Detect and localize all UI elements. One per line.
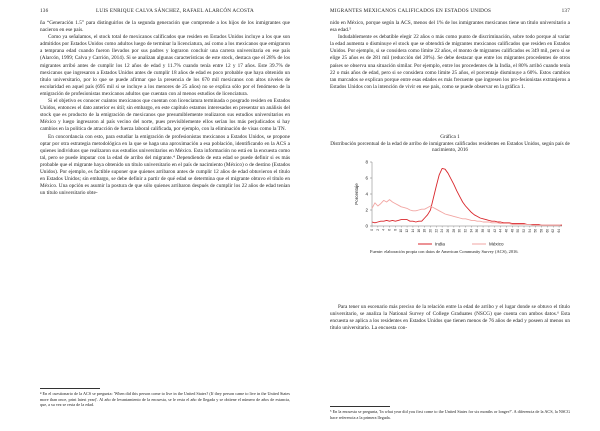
chart-source: Fuente: elaboración propia con datos de American Community Survey (ACS), 2016. — [370, 248, 519, 254]
y-tick-label: 0 — [365, 223, 368, 229]
y-tick-label: 4 — [365, 191, 368, 197]
paragraph: Para tener un escenario más preciso de la relación entre la edad de arribo y el lugar donde se obtuvo el título universitario, se analiza la National Survey of College Graduates (NSCG) que cuenta con ambos datos.⁶ Esta encuesta se aplica a los residentes en Estados Unidos que tienen menos de 76 años de edad y poseen al menos un título universitario. La encuesta con- — [330, 304, 570, 332]
y-axis-label: Porcentaje — [354, 183, 359, 205]
body-text — [330, 20, 570, 91]
x-tick-label: 28 — [451, 228, 456, 233]
line-chart — [330, 156, 570, 248]
x-tick-label: 50 — [516, 228, 521, 233]
x-tick-label: 60 — [545, 228, 550, 233]
x-tick-label: 36 — [475, 228, 480, 233]
x-tick-label: 18 — [422, 228, 427, 233]
legend-label: México — [489, 241, 504, 247]
x-tick-label: 46 — [504, 228, 509, 233]
y-tick-label: 6 — [365, 175, 368, 181]
x-tick-label: 54 — [527, 228, 532, 233]
chart-figure — [330, 134, 570, 254]
x-tick-label: 16 — [416, 228, 421, 233]
running-head: MIGRANTES MEXICANOS CALIFICADOS EN ESTADOS UNIDOS — [330, 8, 492, 14]
legend-label: India — [435, 241, 445, 247]
y-tick-label: 8 — [365, 159, 368, 165]
x-tick-label: 30 — [457, 228, 462, 233]
x-tick-label: 48 — [510, 228, 515, 233]
footnote-rule — [40, 388, 100, 389]
x-tick-label: 52 — [522, 228, 526, 233]
x-tick-label: 42 — [492, 228, 497, 233]
footnote: ⁵ En la encuesta se pregunta, 'In what year did you first come to the United States for six months or longer?'. A diferencia de la ACS, la NSCG hace referencia a la primera llegada. — [330, 409, 570, 420]
x-tick-label: 58 — [539, 228, 544, 233]
x-tick-label: 56 — [533, 228, 538, 233]
y-tick-label: 2 — [365, 207, 368, 213]
footnotes — [40, 388, 290, 408]
x-tick-label: 64 — [557, 228, 562, 233]
x-tick-label: 12 — [405, 228, 410, 233]
x-tick-label: 26 — [446, 228, 450, 233]
chart-label: Gráfica 1 — [440, 134, 460, 140]
paragraph: ña “Generación 1.5” para distinguirlos de la segunda generación que comprende a los hijos de los inmigrantes que nacieron en ese país. — [40, 20, 290, 34]
chart-title: Distribución porcentual de la edad de arribo de inmigrantes calificados residentes en Estados Unidos, según país de nacimiento, 2016 — [330, 140, 570, 154]
x-tick-label: 32 — [463, 228, 468, 233]
x-tick-label: 34 — [469, 228, 474, 233]
series-line-india — [372, 168, 562, 225]
x-tick-label: 40 — [486, 228, 491, 233]
x-tick-label: 4 — [381, 228, 386, 231]
x-tick-label: 22 — [434, 228, 439, 233]
x-tick-label: 20 — [428, 228, 433, 233]
paragraph: Como ya señalamos, el stock total de mexicanos calificados que residen en Estados Unidos incluye a los que son admitidos por Estados Unidos como adultos luego de terminar la licenciatura, así como a los mexicanos que emigraron a temprana edad cuando fueron llevados por sus padres y lograron concluir una carrera universitaria en ese país (Alarcón, 1999; Calva y Carrión, 2014). Si se analizan algunas características de este stock, destaca que el 28% de los migrantes arribó antes de cumplir los 12 años de edad y 11.7% cuando tenía entre 12 y 17 años. Este 39.7% de mexicanos que ingresaron a Estados Unidos antes de cumplir 18 años de edad es poco probable que haya obtenido un título universitario, por lo que se puede afirmar que la presencia de los 670 mil mexicanos con altos niveles de escolaridad en aquel país (695 mil si se incluye a los menores de 25 años) no se explica sólo por el fenómeno de la emigración de profesionistas mexicanos adultos que cuentan con al menos estudios de licenciatura. — [40, 34, 290, 97]
series-line-mxico — [372, 199, 562, 225]
x-tick-label: 24 — [440, 228, 445, 233]
page-number: 136 — [40, 8, 49, 14]
running-head: LUIS ENRIQUE CALVA SÁNCHEZ, RAFAEL ALARCÓN ACOSTA — [96, 8, 254, 14]
page-number: 137 — [561, 8, 570, 14]
x-tick-label: 10 — [399, 228, 404, 233]
x-tick-label: 62 — [551, 228, 556, 233]
paragraph: En concordancia con esto, para estudiar la emigración de profesionistas mexicanos a Estados Unidos, se propone optar por otra estrategia metodológica en la que se haga una aproximación a esa población, identificando en la ACS a quienes individuos que realizaron sus estudios universitarios en México. Esta información no está en la encuesta como tal, pero se puede imputar con la edad de arribo del migrante.⁴ Dependiendo de esta edad se puede definir si es más probable que el migrante haya obtenido un título universitario en el país de nacimiento (México) o de destino (Estados Unidos). Por ejemplo, es factible suponer que quienes arribaron antes de cumplir 12 años de edad obtuvieron el título en Estados Unidos; sin embargo, se debe definir a partir de qué edad se determina que el migrante obtuvo el título en México. Una opción es asumir la postura de que sólo quienes arribaron después de cumplir los 22 años de edad tenían un título universitario obte- — [40, 133, 290, 197]
footnote: ⁴ En el cuestionario de la ACS se pregunta: 'When did this person come to live in the United States? (If they person came to live in the United States more than once, print latest year)'. Al año de levantamiento de la encuesta, se le resta el año de llegada y se obtiene el número de años de estancia, que, a su vez se resta de la edad. — [40, 391, 290, 408]
body-text — [40, 20, 290, 197]
x-tick-label: 8 — [393, 228, 398, 231]
x-tick-label: 0 — [370, 228, 374, 231]
x-tick-label: 6 — [387, 228, 392, 231]
paragraph: nido en México, porque según la ACS, menos del 1% de los inmigrantes mexicanos tiene un título universitario a esa edad.⁵ — [330, 20, 570, 34]
x-tick-label: 38 — [481, 228, 486, 233]
x-tick-label: 44 — [498, 228, 503, 233]
x-tick-label: 2 — [375, 228, 380, 231]
paragraph: Indudablemente es debatible elegir 22 años o más como punto de discriminación, sobre todo porque al variar la edad aumenta o disminuye el stock que se obtendrá de migrantes mexicanos calificados que residen en Estados Unidos. Por ejemplo, si se considera como límite 22 años, el monto de migrantes calificados es 349 mil, pero si se elige 25 años es de 281 mil (reducción del 20%). Se debe destacar que entre los migrantes procedentes de otros países se observa una situación similar. Por ejemplo, entre los procedentes de la India, el 80% arribó cuando tenía 22 o más años de edad, pero si se considera como límite 25 años, el porcentaje disminuye a 60%. Estos cambios tan marcados se explican porque entre esas edades es más frecuente que ingresen los pro-fesionistas extranjeros a Estados Unidos con la intención de vivir en ese país, como se puede observar en la gráfica 1. — [330, 34, 570, 90]
body-text-lower — [330, 304, 570, 332]
footnote-rule — [330, 406, 390, 407]
paragraph: Si el objetivo es conocer cuántos mexicanos que cuentan con licenciatura terminada o posgrado residen en Estados Unidos, entonces el dato anterior es útil; sin embargo, en este capítulo estamos interesados en presentar un análisis del stock que es producto de la emigración de mexicanos que presumiblemente realizaron sus estudios universitarios en México y luego ingresaron al país vecino del norte, pues previsiblemente ellos serían los más perjudicados si hay cambios en la política de atracción de fuerza laboral calificada, por ejemplo, con la eliminación de visas como la TN. — [40, 98, 290, 133]
footnotes — [330, 406, 570, 420]
right-page — [300, 0, 600, 431]
x-tick-label: 14 — [410, 228, 415, 233]
